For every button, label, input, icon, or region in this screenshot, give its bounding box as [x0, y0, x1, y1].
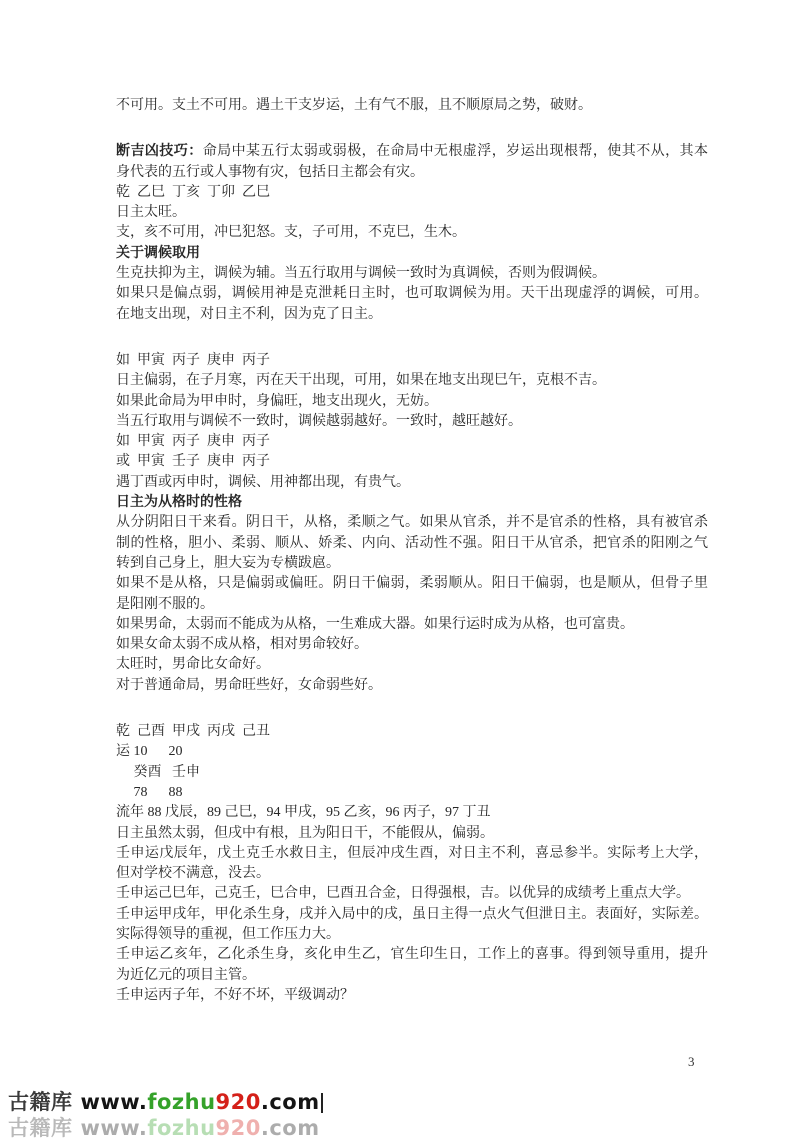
- text-line: 壬申运丙子年，不好不坏，平级调动？: [116, 987, 354, 1003]
- text-line: 乾 乙巳 丁亥 丁卯 乙巳: [116, 184, 270, 200]
- text-line: 身代表的五行或人事物有灾，包括日主都会有灾。: [116, 164, 424, 180]
- text-line: 壬申运乙亥年，乙化杀生身，亥化申生乙，官生印生日，工作上的喜事。得到领导重用，提升: [116, 947, 708, 963]
- text-line: 壬申运甲戌年，甲化杀生身，戌并入局中的戌，虽日主得一点火气但泄日主。表面好，实际差。: [116, 906, 708, 922]
- text-line: 如 甲寅 丙子 庚申 丙子: [116, 434, 270, 450]
- text-line: 不可用。支土不可用。遇土干支岁运，土有气不服，且不顺原局之势，破财。: [116, 98, 592, 113]
- text-line: 壬申运己巳年，己克壬，巳合申，巳酉丑合金，日得强根，吉。以优异的成绩考上重点大学。: [116, 886, 690, 902]
- watermark-logo-ghost: [8, 1116, 320, 1140]
- watermark-ghost-url-920: 920: [215, 1116, 261, 1140]
- text-line: 壬申运戊辰年，戊土克壬水救日主，但辰冲戌生酉，对日主不利，喜忌参半。实际考上大学，: [116, 845, 708, 861]
- watermark-url-www: www.: [80, 1090, 148, 1114]
- text-line: 运 10 20: [116, 744, 183, 760]
- watermark-url-com: .com: [260, 1090, 320, 1114]
- text-line: 对于普通命局，男命旺些好，女命弱些好。: [116, 677, 382, 693]
- text-line: 如 甲寅 丙子 庚申 丙子: [116, 352, 270, 368]
- document-text: [116, 96, 708, 1006]
- text-line: 是阳刚不服的。: [116, 596, 214, 612]
- watermark-ghost-url-www: www.: [80, 1116, 148, 1140]
- text-line: 乾 己酉 甲戌 丙戌 己丑: [116, 724, 270, 740]
- watermark-ghost-url-com: .com: [260, 1116, 320, 1140]
- watermark-site-name: 古籍库: [8, 1090, 73, 1114]
- text-line: 或 甲寅 壬子 庚申 丙子: [116, 454, 270, 470]
- text-line: 为近亿元的项目主管。: [116, 967, 256, 983]
- text-line: 遇丁酉或丙申时，调候、用神都出现，有贵气。: [116, 474, 410, 490]
- page-number: 3: [688, 1054, 695, 1069]
- text-line: 当五行取用与调候不一致时，调候越弱越好。一致时，越旺越好。: [116, 413, 522, 429]
- text-line: 流年 88 戊辰，89 己巳，94 甲戌，95 乙亥，96 丙子，97 丁丑: [116, 805, 491, 821]
- text-line: 日主太旺。: [116, 205, 186, 221]
- text-line: 生克扶抑为主，调候为辅。当五行取用与调候一致时为真调候，否则为假调候。: [116, 266, 606, 282]
- text-line: 日主虽然太弱，但戌中有根，且为阳日干，不能假从，偏弱。: [116, 825, 494, 841]
- text-line: 如果女命太弱不成从格，相对男命较好。: [116, 637, 368, 653]
- text-line: 断吉凶技巧：命局中某五行太弱或弱极，在命局中无根虚浮，岁运出现根帮，使其不从，其本: [116, 144, 709, 160]
- watermark-ghost-site-name: 古籍库: [8, 1116, 73, 1140]
- text-line: 如果此命局为甲申时，身偏旺，地支出现火，无妨。: [116, 393, 438, 409]
- text-line: 制的性格，胆小、柔弱、顺从、娇柔、内向、活动性不强。阳日干从官杀，把官杀的阳刚之气: [116, 535, 708, 551]
- text-line: 支，亥不可用，冲巳犯怒。支，子可用，不克巳，生木。: [116, 225, 466, 241]
- cursor-line-icon: [321, 1093, 323, 1113]
- watermark-url-920: 920: [215, 1090, 261, 1114]
- text-line: 日主为从格时的性格: [116, 495, 242, 511]
- text-line: 78 88: [116, 784, 183, 800]
- text-line: 日主偏弱，在子月寒，丙在天干出现，可用，如果在地支出现巳午，克根不吉。: [116, 373, 606, 389]
- text-line: 癸酉 壬申: [116, 764, 200, 780]
- watermark-logo: [8, 1090, 323, 1114]
- watermark-url-fozhu: fozhu: [147, 1090, 216, 1114]
- text-line: 在地支出现，对日主不利，因为克了日主。: [116, 306, 382, 322]
- text-line: 转到自己身上，胆大妄为专横跋扈。: [116, 555, 340, 571]
- text-line: 如果不是从格，只是偏弱或偏旺。阴日干偏弱，柔弱顺从。阳日干偏弱，也是顺从，但骨子里: [116, 576, 708, 592]
- watermark-ghost-url-fozhu: fozhu: [147, 1116, 216, 1140]
- text-line: 但对学校不满意，没去。: [116, 866, 270, 882]
- text-line: 关于调候取用: [116, 245, 200, 261]
- text-line: 实际得领导的重视，但工作压力大。: [116, 926, 340, 942]
- text-line: 太旺时，男命比女命好。: [116, 657, 270, 673]
- text-line: 如果只是偏点弱，调候用神是克泄耗日主时，也可取调候为用。天干出现虚浮的调候，可用。: [116, 286, 708, 302]
- text-line: 从分阴阳日干来看。阴日干，从格，柔顺之气。如果从官杀，并不是官杀的性格，具有被官杀: [116, 515, 708, 531]
- text-line: 如果男命，太弱而不能成为从格，一生难成大器。如果行运时成为从格，也可富贵。: [116, 616, 634, 632]
